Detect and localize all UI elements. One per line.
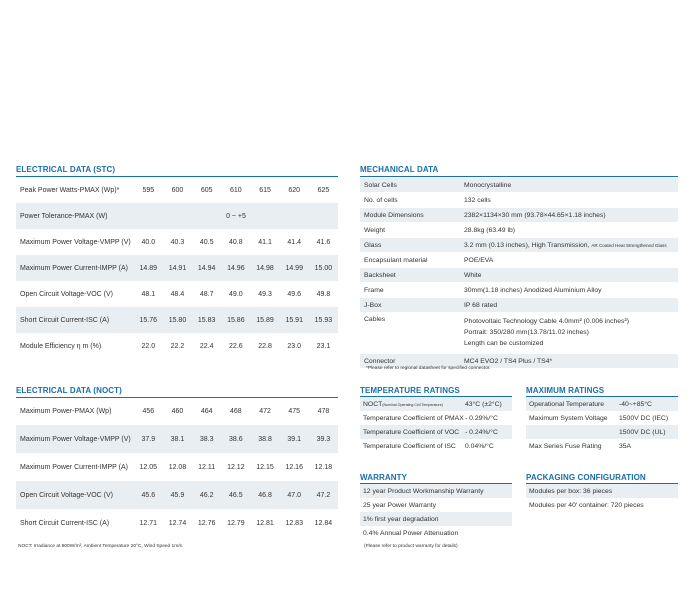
row-label: Maximum Power-PMAX (Wp) (20, 407, 112, 415)
mechanical-value-line2: Portrait: 350/280 mm(13.78/11.02 inches) (464, 329, 589, 336)
row-value: 610 (230, 186, 242, 194)
mechanical-label: Encapsulant material (364, 256, 428, 264)
temperature-label (360, 415, 463, 422)
mechanical-value (460, 227, 678, 234)
row-value: 49.8 (316, 290, 331, 298)
row-value: 22.2 (170, 342, 185, 350)
mechanical-value (460, 212, 678, 219)
row-values (134, 239, 338, 246)
row-value: 15.76 (139, 316, 158, 324)
row-value: 12.12 (227, 463, 245, 471)
temperature-row (360, 397, 512, 411)
mechanical-value-text: MC4 EVO2 / TS4 Plus / TS4* (464, 357, 553, 365)
row-value: 15.00 (314, 264, 333, 272)
row-value: 22.8 (258, 342, 272, 350)
warranty-item: 12 year Product Workmanship Warranty (360, 484, 512, 498)
mechanical-row (360, 283, 678, 298)
row-value: 38.6 (229, 435, 243, 443)
row-value: 39.3 (316, 435, 331, 443)
row-value: 23.0 (287, 342, 302, 350)
row-value: 22.0 (141, 342, 156, 350)
packaging-item: Modules per box: 36 pieces (526, 484, 678, 498)
row-value: 39.1 (287, 435, 302, 443)
stc-title: ELECTRICAL DATA (STC) (16, 165, 116, 174)
max-ratings-label: Maximum System Voltage (529, 414, 608, 422)
row-value: 15.86 (227, 316, 245, 324)
row-value: 38.3 (199, 435, 214, 443)
row-values (134, 436, 338, 443)
row-value: 625 (317, 186, 330, 194)
packaging-title: PACKAGING CONFIGURATION (526, 473, 646, 482)
row-value: 45.6 (141, 491, 156, 499)
row-label: Open Circuit Voltage-VOC (V) (20, 290, 113, 298)
table-row (16, 203, 338, 229)
noct-note: NOCT: Irradiance at 800W/m², Ambient Temperature 20°C, Wind Speed 1m/s. (18, 544, 184, 549)
mechanical-note: *Please refer to regional datasheet for specified connector. (366, 366, 491, 371)
temperature-label-text: NOCT (363, 400, 383, 408)
row-value: 41.6 (316, 238, 331, 246)
mechanical-value-text: Photovoltaic Technology Cable 4.0mm² (0.006 inches²) (464, 318, 629, 325)
row-values (134, 265, 338, 272)
max-ratings-row (526, 397, 678, 411)
max-ratings-value: 1500V DC (IEC) (619, 414, 669, 422)
row-value: 12.11 (198, 463, 216, 471)
mechanical-row (360, 208, 678, 223)
max-ratings-value: -40~+85°C (619, 400, 652, 408)
row-value: 48.4 (170, 290, 185, 298)
row-value: 40.0 (141, 238, 156, 246)
max-ratings-row (526, 439, 678, 453)
mechanical-value-line3: Length can be customized (464, 340, 544, 347)
row-values (134, 464, 338, 471)
mechanical-row (360, 238, 678, 253)
row-value: 12.81 (256, 519, 274, 527)
row-value: 14.99 (285, 264, 303, 272)
row-label: Maximum Power Current-IMPP (A) (20, 264, 129, 272)
row-value: 600 (171, 186, 184, 194)
max-ratings-value: 1500V DC (UL) (619, 428, 666, 436)
mechanical-value (460, 287, 678, 294)
row-value: 47.0 (287, 491, 302, 499)
row-value: 47.2 (316, 491, 331, 499)
mechanical-label: Connector (364, 357, 396, 365)
row-value: 46.8 (258, 491, 272, 499)
row-values (134, 408, 338, 415)
row-value: 49.0 (229, 290, 243, 298)
row-value: 46.2 (199, 491, 214, 499)
row-values (134, 291, 338, 298)
row-label: Peak Power Watts-PMAX (Wp)* (20, 186, 120, 194)
temperature-label-small: (Nominal Operating Cell Temperature) (382, 402, 443, 407)
row-label: Maximum Power Voltage-VMPP (V) (20, 435, 131, 443)
temperature-label (360, 429, 463, 436)
packaging-item: Modules per 40' container: 720 pieces (529, 501, 644, 509)
row-values (134, 187, 338, 194)
row-value: 620 (288, 186, 301, 194)
mechanical-value (460, 197, 678, 204)
row-value: 38.8 (258, 435, 272, 443)
mechanical-label: Glass (364, 241, 382, 249)
row-value: 14.91 (168, 264, 187, 272)
temperature-value: 43°C (±2°C) (465, 400, 502, 408)
table-row (16, 481, 338, 509)
mechanical-value-text: 2382×1134×30 mm (93.78×44.65×1.18 inches) (464, 211, 606, 219)
temperature-value: 0.04%/°C (465, 442, 494, 450)
row-value: 12.18 (314, 463, 333, 471)
mechanical-label: J-Box (364, 301, 382, 309)
mechanical-title: MECHANICAL DATA (360, 165, 439, 174)
mechanical-row (360, 253, 678, 268)
temperature-label-text: Temperature Coefficient of PMAX (363, 414, 464, 422)
mechanical-value (460, 313, 678, 349)
row-value: 22.4 (199, 342, 214, 350)
row-value: 12.79 (227, 519, 245, 527)
row-value: 45.9 (170, 491, 185, 499)
mechanical-row (360, 178, 678, 193)
row-value: 0 ~ +5 (226, 212, 246, 220)
row-value: 46.5 (229, 491, 243, 499)
max-ratings-value: 35A (619, 442, 632, 450)
temperature-label (360, 401, 463, 408)
mechanical-value-text: IP 68 rated (464, 301, 498, 309)
warranty-item: 0.4% Annual Power Attenuation (363, 529, 459, 537)
row-value: 12.74 (168, 519, 187, 527)
temperature-label-text: Temperature Coefficient of VOC (363, 428, 460, 436)
row-value: 22.6 (229, 342, 243, 350)
row-value: 49.6 (287, 290, 302, 298)
table-row (16, 307, 338, 333)
row-value: 478 (317, 407, 330, 415)
max-ratings-row (526, 425, 678, 439)
temperature-title: TEMPERATURE RATINGS (360, 386, 460, 395)
temperature-value: - 0.29%/°C (465, 414, 498, 422)
table-row (16, 397, 338, 425)
row-value: 12.05 (139, 463, 158, 471)
row-values (134, 317, 338, 324)
mechanical-value (460, 302, 678, 309)
row-value: 12.76 (197, 519, 216, 527)
mechanical-rule (360, 176, 678, 177)
mechanical-label: Weight (364, 226, 386, 234)
row-value: 615 (259, 186, 271, 194)
table-row (16, 333, 338, 359)
temperature-label (360, 443, 463, 450)
row-value: 38.1 (170, 435, 185, 443)
row-value: 41.4 (287, 238, 302, 246)
row-value: 12.83 (285, 519, 303, 527)
row-values (134, 213, 338, 220)
table-row (16, 281, 338, 307)
temperature-label-text: Temperature Coefficient of ISC (363, 442, 456, 450)
max-ratings-row (526, 411, 678, 425)
mechanical-label: Backsheet (364, 271, 396, 279)
warranty-item: 25 year Power Warranty (363, 501, 437, 509)
row-label: Open Circuit Voltage-VOC (V) (20, 491, 113, 499)
mechanical-value (460, 272, 678, 279)
row-value: 15.93 (314, 316, 333, 324)
row-value: 15.80 (168, 316, 187, 324)
table-row (16, 453, 338, 481)
mechanical-value (460, 182, 678, 189)
row-value: 48.1 (141, 290, 156, 298)
table-row (16, 229, 338, 255)
row-label: Maximum Power Voltage-VMPP (V) (20, 238, 131, 246)
row-value: 605 (200, 186, 213, 194)
row-label: Short Circuit Current-ISC (A) (20, 519, 110, 527)
mechanical-value-text: 3.2 mm (0.13 inches), High Transmission, (464, 241, 590, 249)
mechanical-value (460, 358, 678, 365)
temperature-row (360, 411, 512, 425)
row-value: 41.1 (258, 238, 272, 246)
mechanical-row (360, 298, 678, 313)
row-value: 12.16 (285, 463, 303, 471)
table-row (16, 509, 338, 537)
row-value: 468 (230, 407, 242, 415)
row-value: 15.89 (256, 316, 274, 324)
mechanical-value (460, 242, 678, 249)
row-value: 14.98 (256, 264, 274, 272)
row-value: 40.8 (229, 238, 243, 246)
row-label: Maximum Power Current-IMPP (A) (20, 463, 129, 471)
mechanical-row (360, 268, 678, 283)
row-value: 48.7 (199, 290, 214, 298)
row-value: 40.3 (170, 238, 185, 246)
row-value: 595 (142, 186, 155, 194)
row-value: 12.84 (314, 519, 333, 527)
mechanical-value-small: AR Coated Heat Strengthened Glass (591, 242, 667, 248)
mechanical-label: Solar Cells (364, 181, 397, 189)
mechanical-label: Module Dimensions (364, 211, 424, 219)
max-ratings-label: Max Series Fuse Rating (529, 442, 602, 450)
noct-title: ELECTRICAL DATA (NOCT) (16, 386, 122, 395)
row-value: 14.96 (227, 264, 245, 272)
row-value: 23.1 (316, 342, 331, 350)
row-value: 37.9 (141, 435, 156, 443)
row-label: Short Circuit Current-ISC (A) (20, 316, 110, 324)
row-value: 475 (288, 407, 301, 415)
row-value: 12.08 (168, 463, 187, 471)
mechanical-row (360, 193, 678, 208)
row-value: 12.15 (256, 463, 274, 471)
row-label: Module Efficiency η m (%) (20, 342, 102, 350)
mechanical-label: Cables (364, 316, 386, 323)
table-row (16, 425, 338, 453)
mechanical-value-text: 28.8kg (63.49 lb) (464, 226, 516, 234)
mechanical-label: Frame (364, 286, 384, 294)
table-row (16, 177, 338, 203)
temperature-value: - 0.24%/°C (465, 428, 498, 436)
row-value: 14.89 (139, 264, 158, 272)
max-ratings-title: MAXIMUM RATINGS (526, 386, 605, 395)
row-value: 15.83 (197, 316, 216, 324)
row-value: 464 (200, 407, 213, 415)
row-value: 456 (142, 407, 155, 415)
mechanical-value (460, 257, 678, 264)
row-value: 14.94 (197, 264, 216, 272)
row-value: 472 (259, 407, 271, 415)
temperature-row (360, 425, 512, 439)
warranty-item: 1% first year degradation (360, 512, 512, 526)
mechanical-label: No. of cells (364, 196, 398, 204)
max-ratings-label: Operational Temperature (529, 400, 605, 408)
mechanical-row (360, 223, 678, 238)
row-values (134, 520, 338, 527)
mechanical-row (360, 313, 678, 354)
mechanical-value-text: POE/EVA (464, 256, 494, 264)
row-label: Power Tolerance-PMAX (W) (20, 212, 108, 220)
row-value: 12.71 (139, 519, 158, 527)
warranty-title: WARRANTY (360, 473, 408, 482)
mechanical-value-text: Monocrystalline (464, 181, 512, 189)
row-values (134, 343, 338, 350)
warranty-note: (Please refer to product warranty for details) (364, 544, 458, 549)
mechanical-value-text: 30mm(1.18 inches) Anodized Aluminium Alloy (464, 286, 602, 294)
row-value: 40.5 (199, 238, 214, 246)
mechanical-value-text: 132 cells (464, 196, 491, 204)
row-values (134, 492, 338, 499)
row-value: 460 (171, 407, 184, 415)
row-value: 15.91 (285, 316, 303, 324)
mechanical-value-text: White (464, 271, 482, 279)
temperature-row (360, 439, 512, 453)
row-value: 49.3 (258, 290, 272, 298)
table-row (16, 255, 338, 281)
